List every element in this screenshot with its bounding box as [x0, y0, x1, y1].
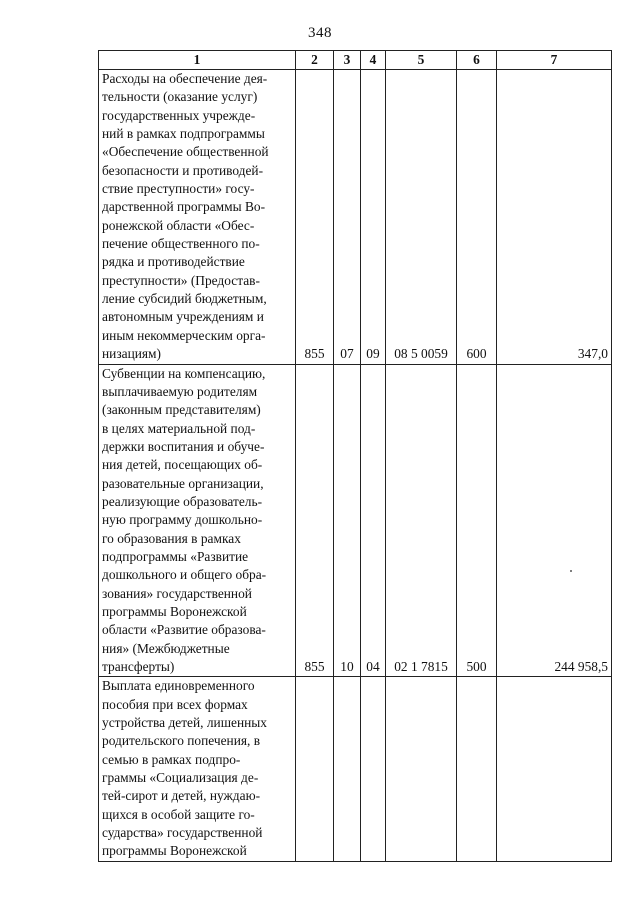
description-line: трансферты): [102, 659, 175, 674]
cell-amount: 244 958,5: [497, 364, 612, 677]
cell-target-article: 02 1 7815: [386, 364, 457, 677]
description-line: «Обеспечение общественной: [102, 144, 269, 160]
row-description: [99, 364, 296, 677]
cell-expense-type: 500: [457, 364, 497, 677]
description-line: родительского попечения, в: [102, 733, 261, 749]
header-col-7: 7: [497, 51, 612, 70]
description-line: семью в рамках подпро-: [102, 751, 241, 767]
description-line: ление субсидий бюджетным,: [102, 291, 267, 307]
cell-section: [334, 677, 361, 861]
cell-ministry-code: 855: [296, 70, 334, 365]
budget-table: [98, 50, 612, 862]
header-col-1: 1: [99, 51, 296, 70]
description-line: (законным представителям): [102, 402, 261, 418]
row-description: [99, 70, 296, 365]
description-line: разовательные организации,: [102, 475, 264, 491]
description-line: иным некоммерческим орга-: [102, 327, 266, 343]
row-description: [99, 677, 296, 861]
description-line: щихся в особой защите го-: [102, 806, 255, 822]
description-line: автономным учреждениям и: [102, 309, 264, 325]
description-line: дарственной программы Во-: [102, 199, 266, 215]
cell-subsection: 09: [361, 70, 386, 365]
description-line: рядка и противодействие: [102, 254, 245, 270]
cell-amount: 347,0: [497, 70, 612, 365]
table-row: [99, 70, 612, 365]
description-line: преступности» (Предостав-: [102, 272, 260, 288]
cell-section: 10: [334, 364, 361, 677]
scan-speck: [570, 570, 572, 572]
header-col-5: 5: [386, 51, 457, 70]
cell-expense-type: 600: [457, 70, 497, 365]
description-line: ронежской области «Обес-: [102, 217, 255, 233]
description-line: низациям): [102, 346, 161, 362]
description-line: государственных учрежде-: [102, 107, 256, 123]
description-line: выплачиваемую родителям: [102, 383, 258, 399]
table-row: [99, 364, 612, 677]
description-line: Выплата единовременного: [102, 678, 255, 694]
description-line: в целях материальной под-: [102, 420, 256, 436]
description-line: ствие преступности» госу-: [102, 181, 255, 197]
header-col-4: 4: [361, 51, 386, 70]
description-line: ния» (Межбюджетные: [102, 640, 230, 656]
description-line: зования» государственной: [102, 585, 252, 601]
description-line: программы Воронежской: [102, 603, 247, 619]
description-line: пособия при всех формах: [102, 696, 248, 712]
cell-ministry-code: 855: [296, 364, 334, 677]
description-line: тельности (оказание услуг): [102, 89, 258, 105]
description-line: ний в рамках подпрограммы: [102, 126, 265, 142]
cell-target-article: [386, 677, 457, 861]
table-row: [99, 677, 612, 861]
description-line: устройства детей, лишенных: [102, 715, 267, 731]
page-number: 348: [308, 25, 332, 41]
description-line: тей-сирот и детей, нуждаю-: [102, 788, 261, 804]
cell-section: 07: [334, 70, 361, 365]
cell-expense-type: [457, 677, 497, 861]
description-line: дошкольного и общего обра-: [102, 567, 267, 583]
description-line: безопасности и противодей-: [102, 162, 264, 178]
description-line: го образования в рамках: [102, 530, 241, 546]
header-col-6: 6: [457, 51, 497, 70]
description-line: Расходы на обеспечение дея-: [102, 71, 268, 86]
cell-ministry-code: [296, 677, 334, 861]
description-line: держки воспитания и обуче-: [102, 438, 265, 454]
header-col-3: 3: [334, 51, 361, 70]
description-line: граммы «Социализация де-: [102, 770, 259, 786]
cell-target-article: 08 5 0059: [386, 70, 457, 365]
description-line: подпрограммы «Развитие: [102, 548, 249, 564]
cell-amount: [497, 677, 612, 861]
description-line: печение общественного по-: [102, 236, 260, 252]
description-line: Субвенции на компенсацию,: [102, 365, 266, 381]
description-line: реализующие образователь-: [102, 493, 263, 509]
description-line: ную программу дошкольно-: [102, 512, 263, 528]
cell-subsection: 04: [361, 364, 386, 677]
description-line: программы Воронежской: [102, 843, 247, 859]
cell-subsection: [361, 677, 386, 861]
description-line: области «Развитие образова-: [102, 622, 266, 638]
description-line: ния детей, посещающих об-: [102, 457, 263, 473]
header-row: [99, 51, 612, 70]
description-line: сударства» государственной: [102, 825, 263, 841]
header-col-2: 2: [296, 51, 334, 70]
